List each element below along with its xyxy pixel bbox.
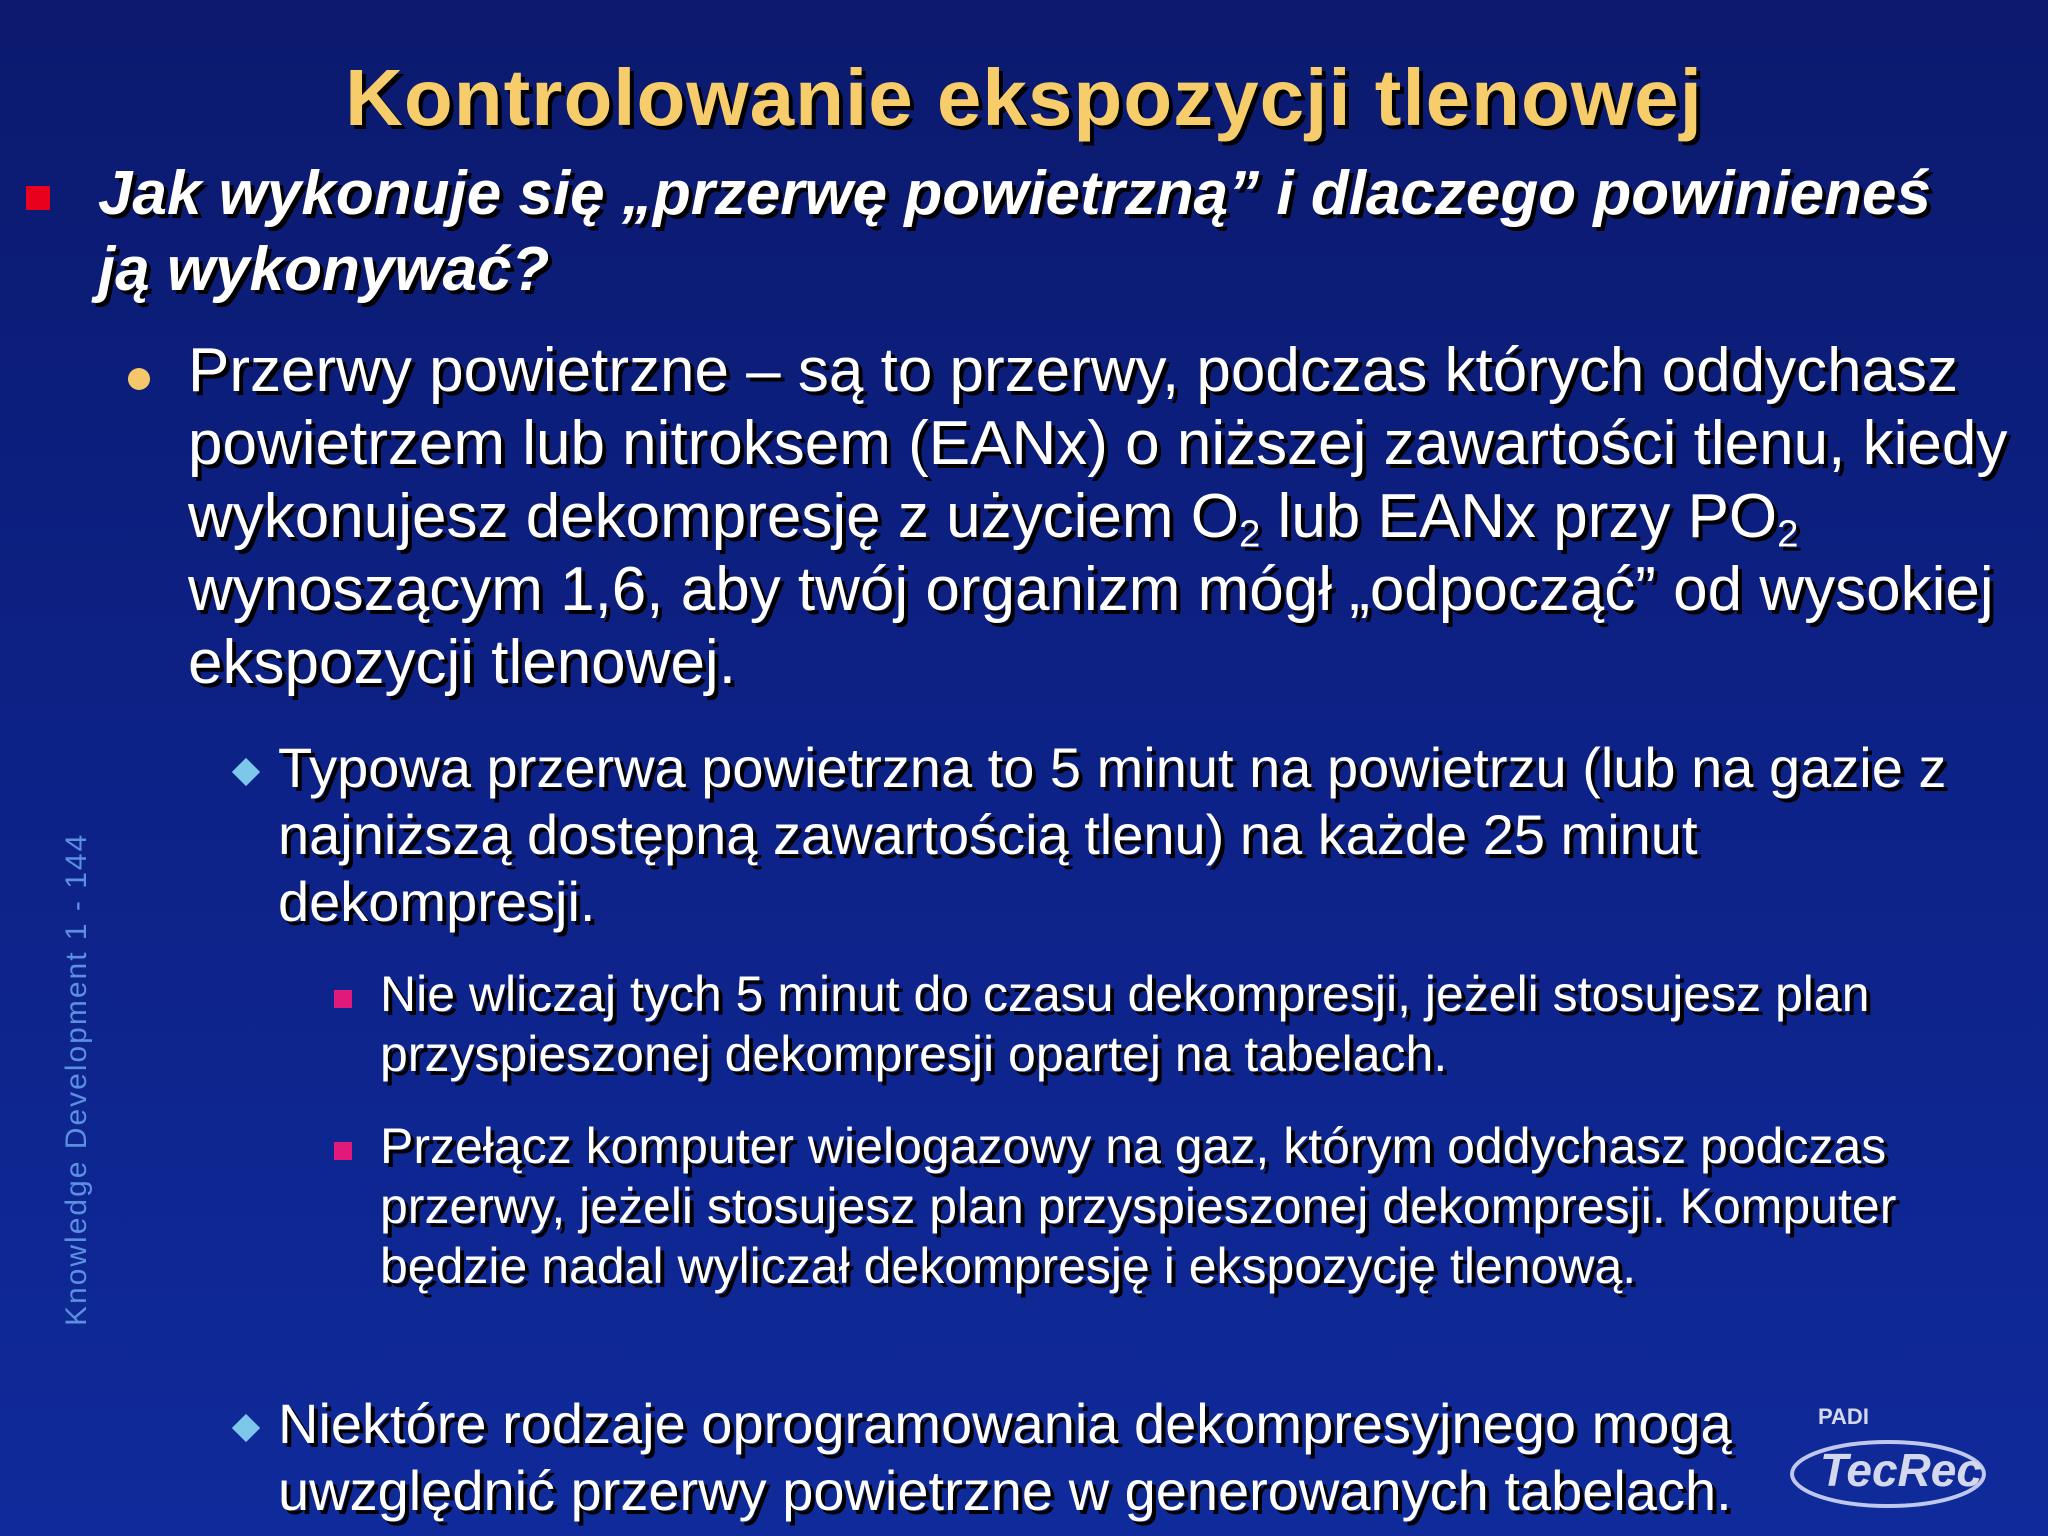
software-note-text: Niektóre rodzaje oprogramowania dekompresyjnego mogą uwzględnić przerwy powietrzne w generowanych tabelach. xyxy=(278,1392,1732,1522)
question-heading: Jak wykonuje się „przerwę powietrzną” i dlaczego powinieneś ją wykonywać? xyxy=(98,159,1931,304)
padi-tecrec-logo-icon xyxy=(1750,1396,1990,1516)
air-break-definition: Przerwy powietrzne – są to przerwy, podczas których oddychasz powietrzem lub nitroksem (EANx) o niższej zawartości tlenu, kiedy wykonujesz dekompresję z użyciem $O_2$ lub EANx przy $PO_2$ wynoszącym 1,6, aby twój organizm mógł „odpocząć” od wysokiej ekspozycji tlenowej. xyxy=(188,336,2008,697)
svg-text:PADI: PADI xyxy=(1818,1404,1869,1429)
subscript-2: 2 xyxy=(1777,512,1799,556)
bullet-diamond-icon xyxy=(232,1414,260,1442)
typical-air-break-text: Typowa przerwa powietrzna to 5 minut na powietrzu (lub na gazie z najniższą dostępną zawartością tlenu) na każde 25 minut dekompresji. xyxy=(278,736,1947,933)
slide-title: Kontrolowanie ekspozycji tlenowej xyxy=(345,53,1703,142)
bullet-square-icon xyxy=(26,186,50,210)
subscript-2: 2 xyxy=(1238,512,1261,556)
bullet-dot-icon xyxy=(128,368,150,390)
bullet-square-small-icon xyxy=(334,990,352,1008)
bullet-square-small-icon xyxy=(334,1142,352,1160)
subsub-item-2: Przełącz komputer wielogazowy na gaz, którym oddychasz podczas przerwy, jeżeli stosujesz plan przyspieszonej dekompresji. Komputer będzie nadal wyliczał dekompresję i ekspozycję tlenową. xyxy=(380,1118,1897,1294)
svg-text:TecRec: TecRec xyxy=(1820,1444,1982,1496)
side-label: Knowledge Development 1 - 144 xyxy=(60,832,93,1326)
bullet-diamond-icon xyxy=(232,758,260,786)
subsub-item-1: Nie wliczaj tych 5 minut do czasu dekompresji, jeżeli stosujesz plan przyspieszonej dekompresji opartej na tabelach. xyxy=(380,966,1870,1082)
